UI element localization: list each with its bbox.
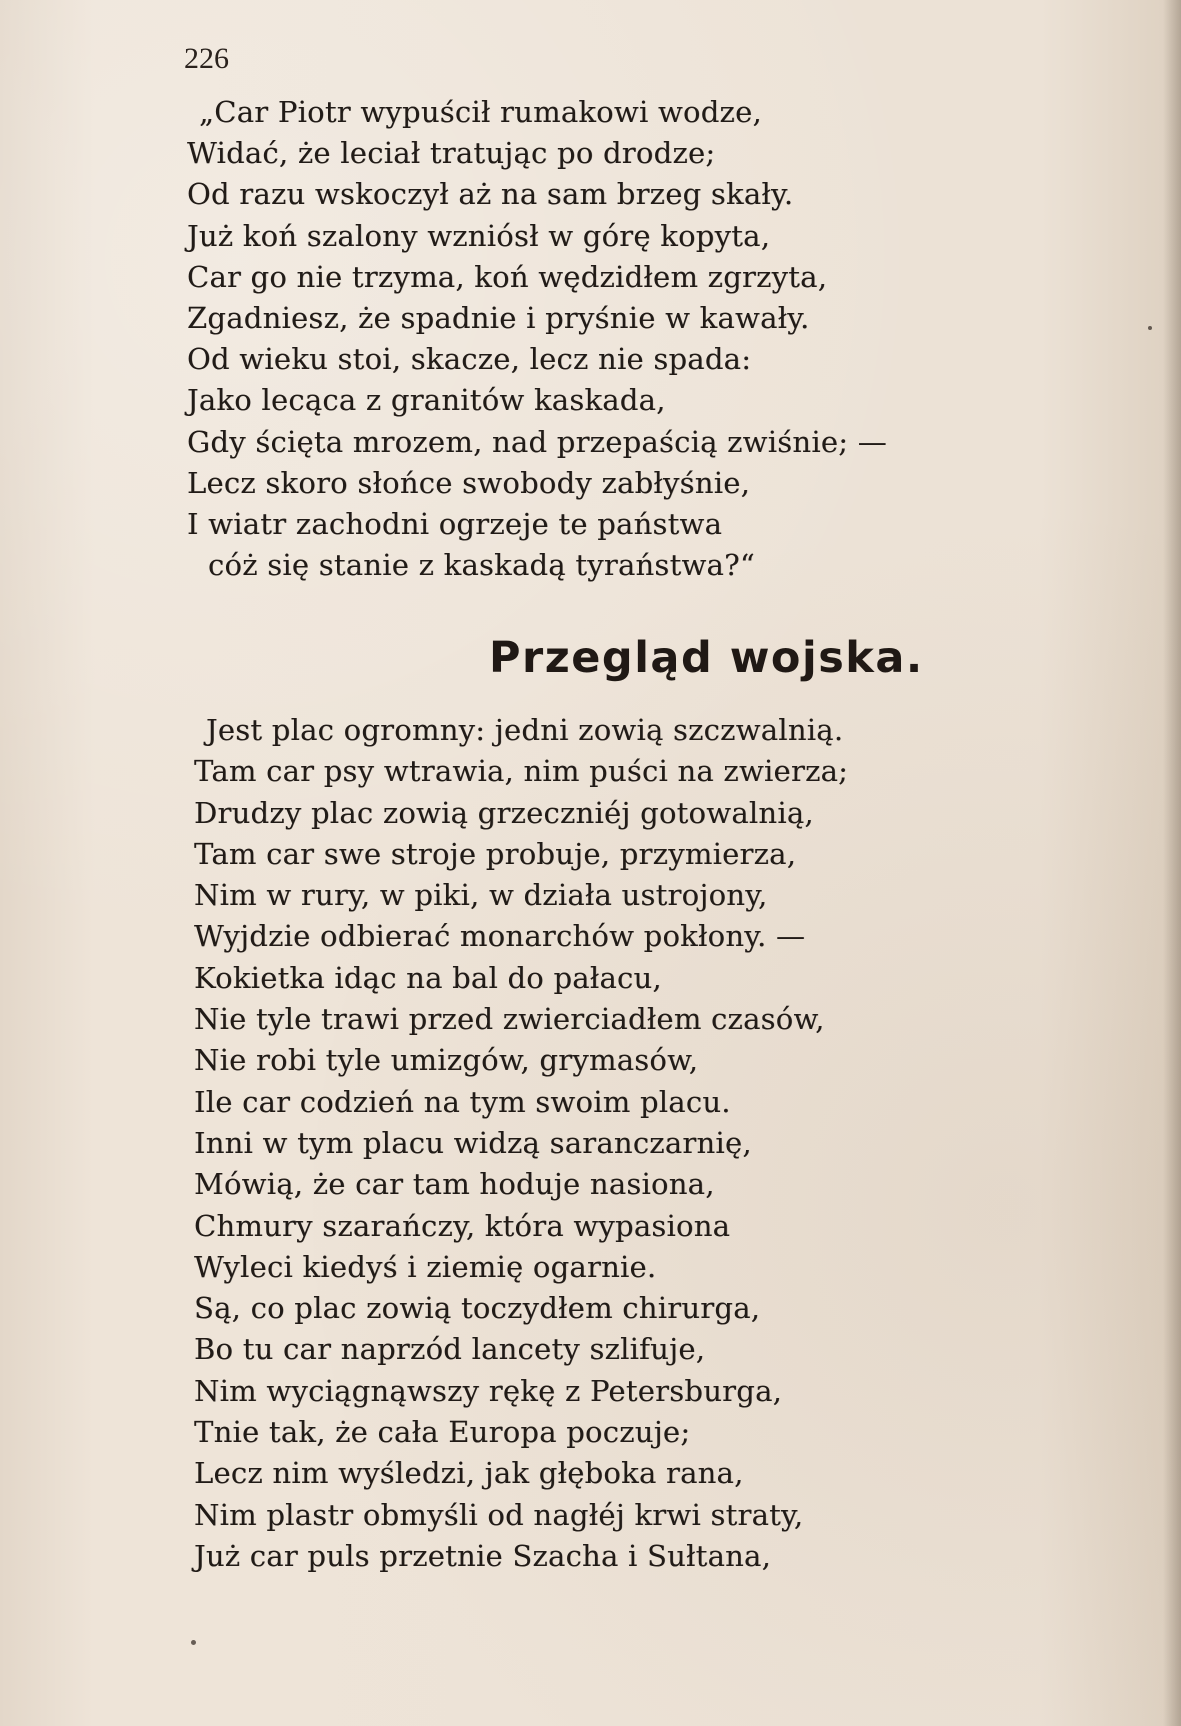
poem-line: Nim wyciągnąwszy rękę z Petersburga, xyxy=(194,1373,783,1408)
poem-line: Nie tyle trawi przed zwierciadłem czasów, xyxy=(194,1002,825,1037)
poem-line: Jest plac ogromny: jedni zowią szczwalnią. xyxy=(206,713,844,747)
poem-line: Wyleci kiedyś i ziemię ogarnie. xyxy=(194,1249,657,1284)
poem-line: Tnie tak, że cała Europa poczuje; xyxy=(194,1415,691,1450)
poem-line: Nie robi tyle umizgów, grymasów, xyxy=(194,1043,699,1078)
poem-line: Lecz nim wyśledzi, jak głęboka rana, xyxy=(194,1456,744,1491)
poem-line: Widać, że leciał tratując po drodze; xyxy=(187,136,716,171)
poem-main xyxy=(194,710,954,1577)
print-speck xyxy=(191,1640,196,1645)
poem-line: Lecz skoro słońce swobody zabłyśnie, xyxy=(187,465,751,500)
section-title: Przegląd wojska. xyxy=(489,633,924,683)
poem-line: Nim w rury, w piki, w działa ustrojony, xyxy=(194,878,768,913)
poem-line: Mówią, że car tam hoduje nasiona, xyxy=(194,1167,715,1202)
poem-line: Od wieku stoi, skacze, lecz nie spada: xyxy=(187,342,752,377)
poem-line: Wyjdzie odbierać monarchów pokłony. — xyxy=(194,919,806,954)
poem-line: Bo tu car naprzód lancety szlifuje, xyxy=(194,1332,706,1367)
poem-line: Jako lecąca z granitów kaskada, xyxy=(187,383,666,418)
poem-line: Już koń szalony wzniósł w górę kopyta, xyxy=(187,218,771,253)
poem-line: Gdy ścięta mrozem, nad przepaścią zwiśnie; — xyxy=(187,424,887,459)
poem-line: Są, co plac zowią toczydłem chirurga, xyxy=(194,1291,761,1326)
poem-line: I wiatr zachodni ogrzeje te państwa xyxy=(187,507,723,542)
poem-line: Inni w tym placu widzą saranczarnię, xyxy=(194,1125,752,1160)
page-number: 226 xyxy=(184,42,229,75)
poem-line: Tam car psy wtrawia, nim puści na zwierza; xyxy=(194,754,849,789)
print-speck xyxy=(1148,326,1152,330)
poem-line: Tam car swe stroje probuje, przymierza, xyxy=(194,836,797,871)
poem-line: Drudzy plac zowią grzeczniéj gotowalnią, xyxy=(194,795,814,830)
poem-line: Kokietka idąc na bal do pałacu, xyxy=(194,960,662,995)
poem-line: Ile car codzień na tym swoim placu. xyxy=(194,1084,731,1119)
poem-line: Od razu wskoczył aż na sam brzeg skały. xyxy=(187,177,794,212)
page-edge-shadow xyxy=(1163,0,1181,1726)
poem-line: Zgadniesz, że spadnie i pryśnie w kawały. xyxy=(187,301,810,336)
poem-line: „Car Piotr wypuścił rumakowi wodze, xyxy=(199,95,762,129)
poem-line: Chmury szarańczy, która wypasiona xyxy=(194,1208,731,1243)
poem-line: Car go nie trzyma, koń wędzidłem zgrzyta, xyxy=(187,259,828,294)
poem-line: cóż się stanie z kaskadą tyraństwa?“ xyxy=(208,548,755,583)
poem-intro xyxy=(187,92,987,586)
poem-line: Już car puls przetnie Szacha i Sułtana, xyxy=(194,1538,772,1573)
poem-line: Nim plastr obmyśli od nagłéj krwi straty, xyxy=(194,1497,804,1532)
